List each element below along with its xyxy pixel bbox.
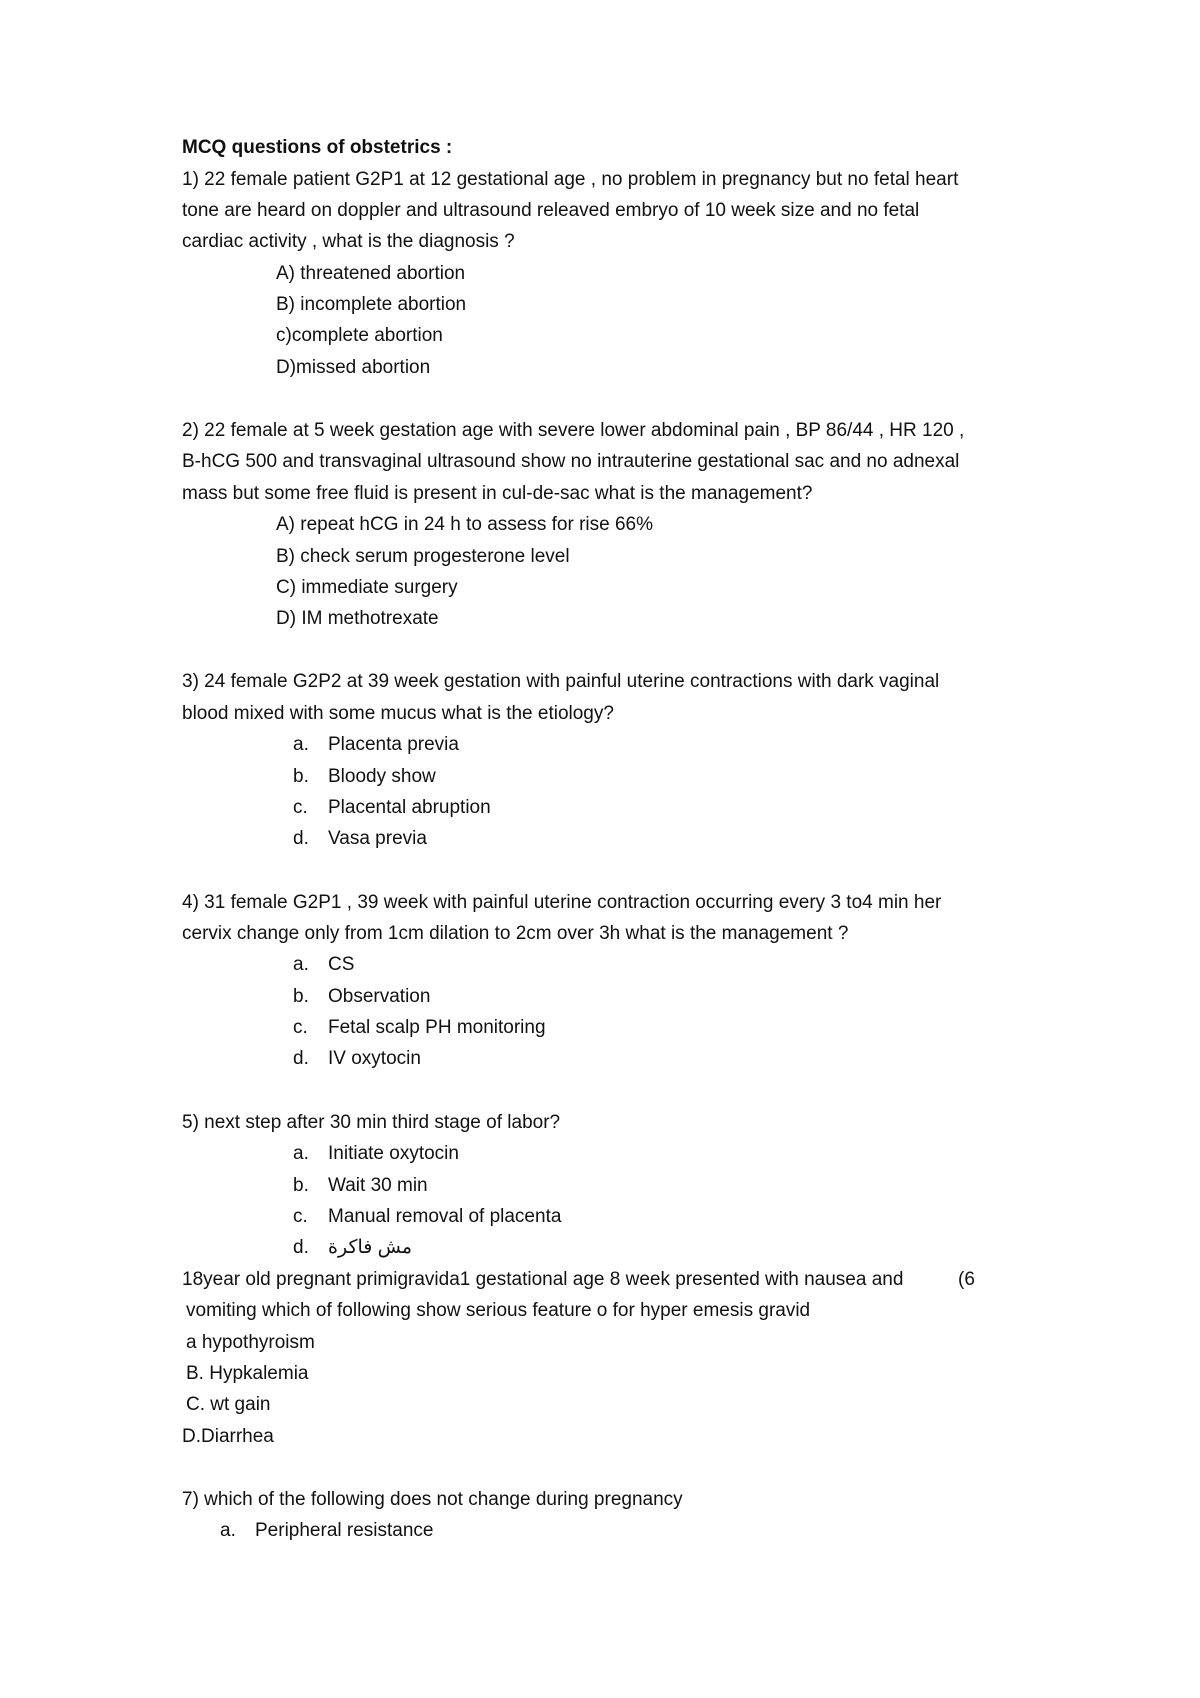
- question-4-option-a: CS: [328, 954, 355, 975]
- question-4-option-b: Observation: [328, 986, 431, 1007]
- question-2-line-2: B-hCG 500 and transvaginal ultrasound show no intrauterine gestational sac and no adnexal: [182, 451, 960, 472]
- question-1-option-a: A) threatened abortion: [276, 263, 466, 284]
- question-3-marker-b: b.: [293, 766, 309, 787]
- question-3-marker-a: a.: [293, 734, 309, 755]
- question-1-option-d: D)missed abortion: [276, 357, 431, 378]
- question-5-option-b: Wait 30 min: [328, 1175, 428, 1196]
- question-6-option-d: D.Diarrhea: [182, 1426, 274, 1447]
- question-4-option-d: IV oxytocin: [328, 1048, 421, 1069]
- question-5-line-1: 5) next step after 30 min third stage of labor?: [182, 1112, 561, 1133]
- question-5-option-d: مش فاكرة: [328, 1237, 413, 1258]
- question-2-line-1: 2) 22 female at 5 week gestation age with severe lower abdominal pain , BP 86/44 , HR 120 ,: [182, 420, 965, 441]
- question-4-option-c: Fetal scalp PH monitoring: [328, 1017, 546, 1038]
- question-3-option-b: Bloody show: [328, 766, 436, 787]
- question-4-marker-d: d.: [293, 1048, 309, 1069]
- question-4-marker-b: b.: [293, 986, 309, 1007]
- question-3-option-c: Placental abruption: [328, 797, 491, 818]
- question-3-line-1: 3) 24 female G2P2 at 39 week gestation with painful uterine contractions with dark vaginal: [182, 671, 940, 692]
- question-5-option-c: Manual removal of placenta: [328, 1206, 562, 1227]
- question-5-marker-c: c.: [293, 1206, 308, 1227]
- question-6-line-2: vomiting which of following show serious feature o for hyper emesis gravid: [186, 1300, 811, 1321]
- question-6-option-a: a hypothyroism: [186, 1332, 315, 1353]
- question-4-marker-a: a.: [293, 954, 309, 975]
- question-1-option-b: B) incomplete abortion: [276, 294, 467, 315]
- question-6-number: (6: [958, 1269, 975, 1290]
- question-6-option-b: B. Hypkalemia: [186, 1363, 309, 1384]
- question-2-option-d: D) IM methotrexate: [276, 608, 439, 629]
- question-6-option-c: C. wt gain: [186, 1394, 271, 1415]
- question-3-line-2: blood mixed with some mucus what is the etiology?: [182, 703, 614, 724]
- question-3-option-a: Placenta previa: [328, 734, 459, 755]
- question-5-marker-d: d.: [293, 1237, 309, 1258]
- question-5-marker-a: a.: [293, 1143, 309, 1164]
- question-1-line-2: tone are heard on doppler and ultrasound releaved embryo of 10 week size and no fetal: [182, 200, 920, 221]
- question-4-marker-c: c.: [293, 1017, 308, 1038]
- question-7-line-1: 7) which of the following does not change during pregnancy: [182, 1489, 683, 1510]
- question-4-line-1: 4) 31 female G2P1 , 39 week with painful uterine contraction occurring every 3 to4 min her: [182, 892, 942, 913]
- question-6-line-1: 18year old pregnant primigravida1 gestational age 8 week presented with nausea and: [182, 1269, 904, 1290]
- question-3-marker-c: c.: [293, 797, 308, 818]
- question-3-marker-d: d.: [293, 828, 309, 849]
- question-1-line-3: cardiac activity , what is the diagnosis ?: [182, 231, 515, 252]
- question-2-option-a: A) repeat hCG in 24 h to assess for rise 66%: [276, 514, 654, 535]
- question-5-option-a: Initiate oxytocin: [328, 1143, 459, 1164]
- question-2-line-3: mass but some free fluid is present in cul-de-sac what is the management?: [182, 483, 813, 504]
- question-3-option-d: Vasa previa: [328, 828, 427, 849]
- question-4-line-2: cervix change only from 1cm dilation to 2cm over 3h what is the management ?: [182, 923, 849, 944]
- question-2-option-b: B) check serum progesterone level: [276, 546, 570, 567]
- question-1-option-c: c)complete abortion: [276, 325, 443, 346]
- question-5-marker-b: b.: [293, 1175, 309, 1196]
- question-7-option-a: Peripheral resistance: [255, 1520, 434, 1541]
- question-7-marker-a: a.: [220, 1520, 236, 1541]
- question-1-line-1: 1) 22 female patient G2P1 at 12 gestational age , no problem in pregnancy but no fetal heart: [182, 169, 959, 190]
- question-2-option-c: C) immediate surgery: [276, 577, 458, 598]
- page-title: MCQ questions of obstetrics :: [182, 137, 453, 158]
